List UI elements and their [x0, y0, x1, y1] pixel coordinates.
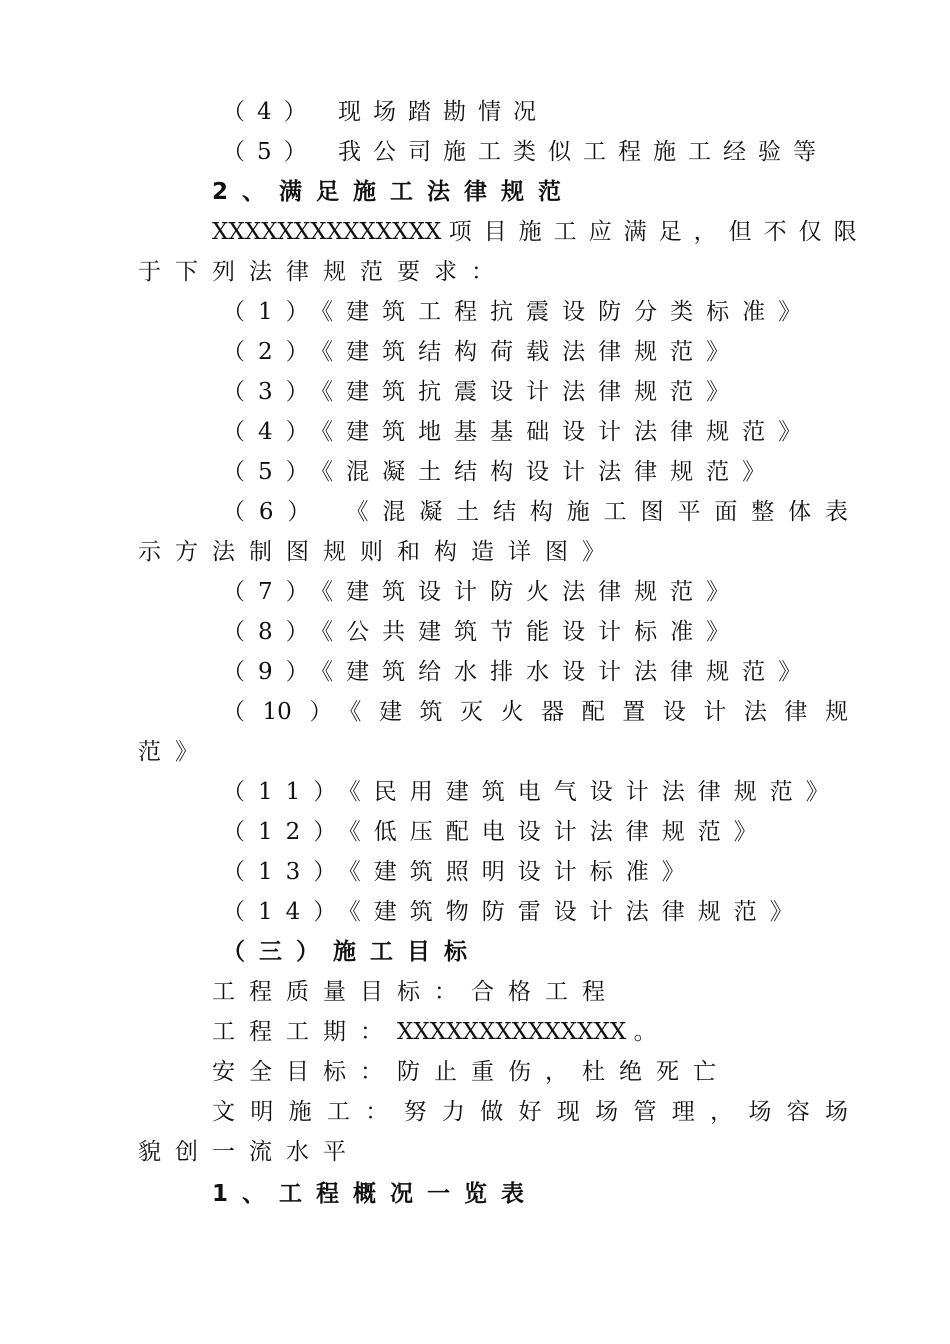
- goal-label: 工程工期：: [212, 1019, 397, 1045]
- section-heading-overview: [0, 1174, 950, 1214]
- list-item-text: （5）《混凝土结构设计法律规范》: [222, 459, 779, 485]
- paragraph-text: 于下列法律规范要求：: [138, 259, 508, 285]
- list-item-text: （13）《建筑照明设计标准》: [222, 859, 698, 885]
- list-item: [0, 452, 950, 492]
- list-item-text: （9）《建筑给水排水设计法律规范》: [222, 659, 815, 685]
- list-item: [0, 332, 950, 372]
- project-placeholder: XXXXXXXXXXXXXX: [212, 219, 442, 245]
- list-item-text: （8）《公共建筑节能设计标准》: [222, 619, 743, 645]
- list-item-text: （2）《建筑结构荷载法律规范》: [222, 339, 743, 365]
- goal-safety: [0, 1052, 950, 1092]
- list-item-text: （11）《民用建筑电气设计法律规范》: [222, 779, 842, 805]
- list-item-continuation: [0, 532, 950, 572]
- list-item-text: （4） 现场踏勘情况: [222, 99, 548, 125]
- list-item-text: （4）《建筑地基基础设计法律规范》: [222, 419, 815, 445]
- goal-end: 。: [633, 1019, 657, 1045]
- goal-civilized: [0, 1092, 950, 1132]
- list-item: [0, 492, 950, 532]
- list-item: [0, 892, 950, 932]
- goal-text: 安全目标：防止重伤，杜绝死亡: [212, 1059, 730, 1085]
- goal-quality: [0, 972, 950, 1012]
- list-item-text: （10）《建筑灭火器配置设计法律规: [222, 699, 848, 725]
- heading-text: （三）施工目标: [222, 939, 481, 965]
- list-item-text: （3）《建筑抗震设计法律规范》: [222, 379, 743, 405]
- list-item-text: （6） 《混凝土结构施工图平面整体表: [222, 499, 848, 525]
- paragraph-line: [0, 252, 950, 292]
- list-item-text: 示方法制图规则和构造详图》: [138, 539, 619, 565]
- paragraph-text: [212, 212, 869, 252]
- schedule-placeholder: XXXXXXXXXXXXXX: [397, 1019, 627, 1045]
- list-item-text: （1）《建筑工程抗震设防分类标准》: [222, 299, 815, 325]
- list-item: [0, 612, 950, 652]
- list-item: [0, 372, 950, 412]
- list-item-text: （7）《建筑设计防火法律规范》: [222, 579, 743, 605]
- goal-text: [212, 1012, 657, 1052]
- list-item: [0, 652, 950, 692]
- heading-text: 1、工程概况一览表: [212, 1181, 539, 1207]
- goal-text: 貌创一流水平: [138, 1139, 360, 1165]
- goal-schedule: [0, 1012, 950, 1052]
- list-item: [0, 692, 950, 732]
- survey-item: [0, 92, 950, 132]
- list-item: [0, 852, 950, 892]
- list-item-text: （5） 我公司施工类似工程施工经验等: [222, 139, 828, 165]
- list-item: [0, 292, 950, 332]
- paragraph-rest: 项目施工应满足，但不仅限: [448, 219, 869, 245]
- list-item-text: 范》: [138, 739, 212, 765]
- list-item-text: （12）《低压配电设计法律规范》: [222, 819, 770, 845]
- list-item: [0, 572, 950, 612]
- paragraph-line: [0, 212, 950, 252]
- list-item-text: （14）《建筑物防雷设计法律规范》: [222, 899, 806, 925]
- experience-item: [0, 132, 950, 172]
- list-item: [0, 772, 950, 812]
- section-heading-regulations: [0, 172, 950, 212]
- goal-text: 文明施工：努力做好现场管理，场容场: [212, 1099, 848, 1125]
- section-heading-goals: [0, 932, 950, 972]
- heading-text: 2、满足施工法律规范: [212, 179, 576, 205]
- goal-text: 工程质量目标：合格工程: [212, 979, 619, 1005]
- list-item-continuation: [0, 732, 950, 772]
- list-item: [0, 412, 950, 452]
- list-item: [0, 812, 950, 852]
- goal-civilized-continuation: [0, 1132, 950, 1172]
